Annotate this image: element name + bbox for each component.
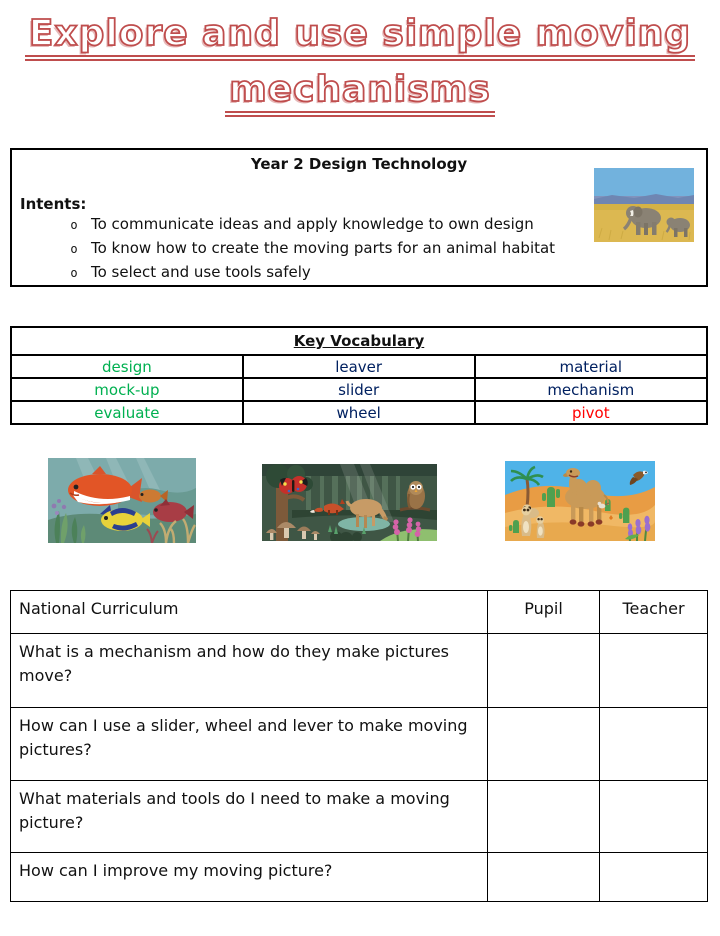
vocab-word: pivot xyxy=(475,401,707,424)
bullet-icon: o xyxy=(70,266,78,280)
intent-text: To select and use tools safely xyxy=(91,263,311,281)
page-title xyxy=(0,13,720,128)
vocab-word: design xyxy=(11,355,243,378)
intents-heading: Year 2 Design Technology xyxy=(250,155,468,173)
nc-question: What is a mechanism and how do they make pictures move? xyxy=(11,634,488,708)
forest-animals-scene xyxy=(262,464,437,541)
nc-header-curriculum: National Curriculum xyxy=(11,591,488,634)
vocab-word: mechanism xyxy=(475,378,707,401)
table-row xyxy=(11,781,708,853)
nc-header-pupil: Pupil xyxy=(488,591,600,634)
intent-text: To know how to create the moving parts for an animal habitat xyxy=(91,239,556,257)
list-item xyxy=(12,263,572,287)
intent-text: To communicate ideas and apply knowledge to own design xyxy=(91,215,534,233)
underwater-fish-scene xyxy=(48,458,196,543)
vocab-word: wheel xyxy=(243,401,475,424)
vocab-heading-cell xyxy=(11,327,707,355)
list-item xyxy=(12,215,572,239)
national-curriculum-table xyxy=(10,590,708,902)
nc-header-teacher: Teacher xyxy=(600,591,708,634)
table-row xyxy=(11,355,707,378)
vocab-word: material xyxy=(475,355,707,378)
nc-question: What materials and tools do I need to make a moving picture? xyxy=(11,781,488,853)
vocab-word: evaluate xyxy=(11,401,243,424)
teacher-response-cell[interactable] xyxy=(600,853,708,902)
teacher-response-cell[interactable] xyxy=(600,708,708,781)
table-row xyxy=(11,378,707,401)
teacher-response-cell[interactable] xyxy=(600,781,708,853)
intents-label: Intents: xyxy=(20,195,87,213)
intents-box xyxy=(10,148,708,287)
page-title-line-1: Explore and use simple moving xyxy=(25,16,695,61)
list-item xyxy=(12,239,572,263)
vocab-word: slider xyxy=(243,378,475,401)
pupil-response-cell[interactable] xyxy=(488,781,600,853)
table-row xyxy=(11,401,707,424)
pupil-response-cell[interactable] xyxy=(488,853,600,902)
vocab-heading: Key Vocabulary xyxy=(293,332,425,350)
desert-camel-scene xyxy=(505,461,655,541)
pupil-response-cell[interactable] xyxy=(488,708,600,781)
table-header-row xyxy=(11,591,708,634)
page-title-line-2: mechanisms xyxy=(225,72,495,117)
teacher-response-cell[interactable] xyxy=(600,634,708,708)
vocab-word: leaver xyxy=(243,355,475,378)
table-row xyxy=(11,708,708,781)
vocab-word: mock-up xyxy=(11,378,243,401)
elephants-savanna-photo xyxy=(594,168,694,242)
bullet-icon: o xyxy=(70,218,78,232)
table-row xyxy=(11,634,708,708)
intents-bullet-list xyxy=(12,215,572,287)
nc-question: How can I use a slider, wheel and lever to make moving pictures? xyxy=(11,708,488,781)
table-row xyxy=(11,853,708,902)
bullet-icon: o xyxy=(70,242,78,256)
pupil-response-cell[interactable] xyxy=(488,634,600,708)
nc-question: How can I improve my moving picture? xyxy=(11,853,488,902)
key-vocabulary-table xyxy=(10,326,708,425)
